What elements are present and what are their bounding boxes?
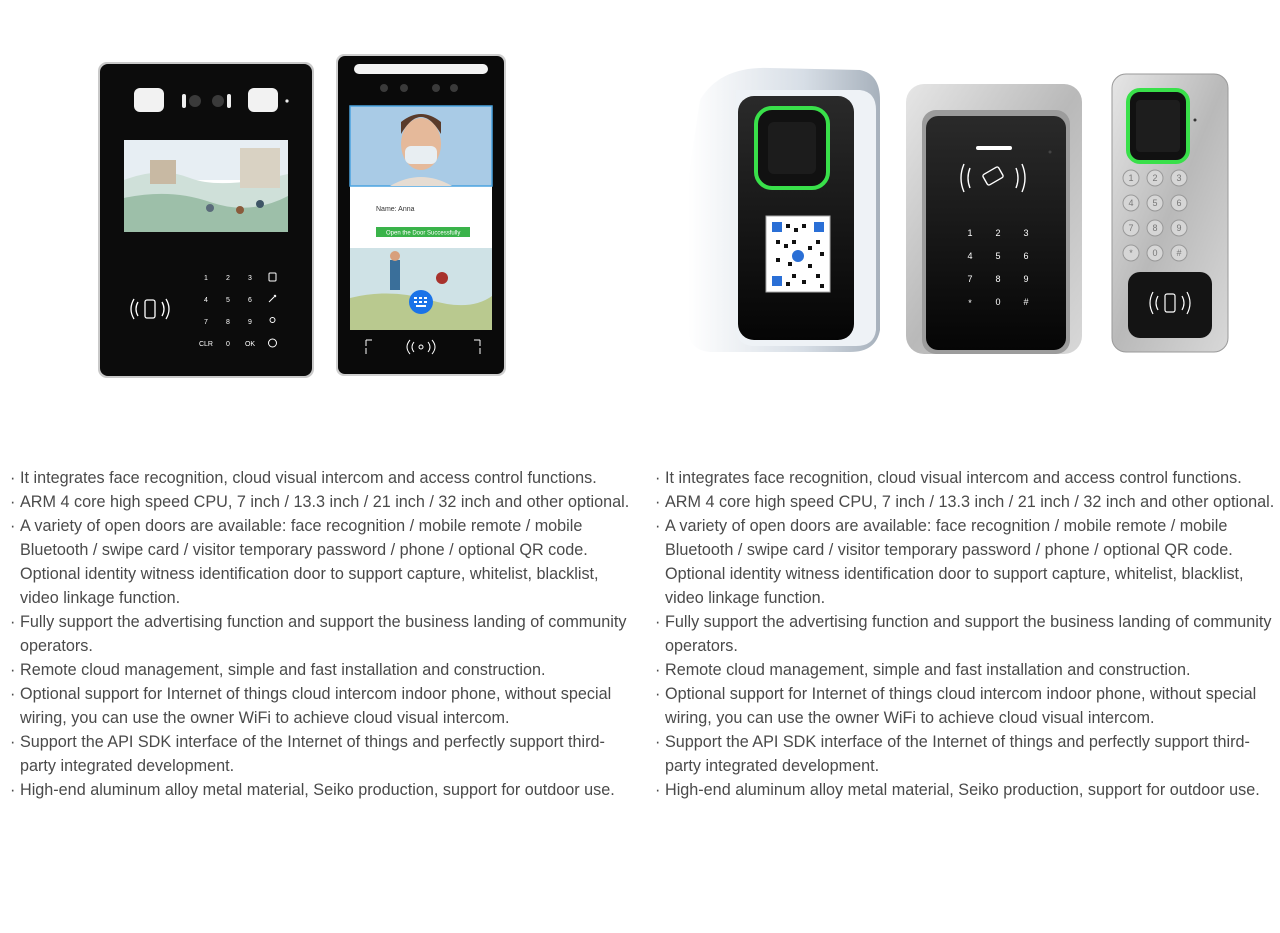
keypad-key: 3 xyxy=(1176,173,1182,183)
keypad-key: 8 xyxy=(226,319,230,326)
keypad-key: 2 xyxy=(226,275,230,282)
feature-item: · Remote cloud management, simple and fast installation and construction. xyxy=(10,661,546,679)
recognized-name: Name: Anna xyxy=(376,206,415,213)
keypad-key: 6 xyxy=(1176,198,1182,208)
product-image-right xyxy=(680,60,1240,370)
feature-item: · High-end aluminum alloy metal material, Seiko production, support for outdoor use. xyxy=(655,781,1260,799)
feature-item: · A variety of open doors are available: face recognition / mobile remote / mobile Bluetooth / swipe card / visitor temporary password / phone / optional QR code. Optional identity witness identification door to support capture, whitelist, blacklist, video linkage function. xyxy=(655,514,1280,610)
feature-item: · Support the API SDK interface of the Internet of things and perfectly support third-party integrated development. xyxy=(655,733,1250,775)
qr-code xyxy=(766,216,830,292)
feature-item: · Fully support the advertising function and support the business landing of community operators. xyxy=(655,613,1272,655)
metal-keypad-reader-device xyxy=(1112,74,1228,352)
keypad-key: 7 xyxy=(967,274,973,284)
features-left-column xyxy=(10,466,640,802)
product-image-left xyxy=(90,48,520,388)
feature-item: · Optional support for Internet of things cloud intercom indoor phone, without special wiring, you can use the owner WiFi to achieve cloud visual intercom. xyxy=(10,685,612,727)
feature-item: · ARM 4 core high speed CPU, 7 inch / 13.3 inch / 21 inch / 32 inch and other optional. xyxy=(655,493,1275,511)
keypad-key: 0 xyxy=(1152,248,1158,258)
keypad-key: 5 xyxy=(226,297,230,304)
keypad-key: 1 xyxy=(967,228,973,238)
keypad-key: 4 xyxy=(967,251,973,261)
keypad-key: 9 xyxy=(248,319,252,326)
keypad-reader-device xyxy=(906,84,1082,354)
feature-item: · A variety of open doors are available: face recognition / mobile remote / mobile Bluetooth / swipe card / visitor temporary password / phone / optional QR code. Optional identity witness identification door to support capture, whitelist, blacklist, video linkage function. xyxy=(10,514,640,610)
features-right-column xyxy=(655,466,1280,802)
feature-item: · High-end aluminum alloy metal material, Seiko production, support for outdoor use. xyxy=(10,781,615,799)
keypad-key: 2 xyxy=(1152,173,1158,183)
feature-item: · Optional support for Internet of things cloud intercom indoor phone, without special wiring, you can use the owner WiFi to achieve cloud visual intercom. xyxy=(655,685,1257,727)
keypad-key: 3 xyxy=(1023,228,1029,238)
keypad-key: # xyxy=(1176,248,1182,258)
keypad-key: 1 xyxy=(1128,173,1134,183)
keypad-key: 9 xyxy=(1176,223,1182,233)
keypad-key: 5 xyxy=(1152,198,1158,208)
feature-item: · Remote cloud management, simple and fast installation and construction. xyxy=(655,661,1191,679)
keypad-key: 4 xyxy=(1128,198,1134,208)
keypad-key: 2 xyxy=(995,228,1001,238)
keypad-key: 3 xyxy=(248,275,252,282)
keypad-key: # xyxy=(1023,297,1029,307)
keypad-key: 9 xyxy=(1023,274,1029,284)
keypad-key: 6 xyxy=(1023,251,1029,261)
feature-list-right xyxy=(655,466,1280,802)
keypad-key: 7 xyxy=(1128,223,1134,233)
keypad-key: 0 xyxy=(995,297,1001,307)
keypad-key: 8 xyxy=(995,274,1001,284)
keypad-key: * xyxy=(1129,248,1133,258)
keypad-key: 1 xyxy=(204,275,208,282)
feature-item: · Fully support the advertising function and support the business landing of community operators. xyxy=(10,613,627,655)
intercom-panel-keypad xyxy=(98,62,314,378)
keypad-key: 7 xyxy=(204,319,208,326)
feature-item: · ARM 4 core high speed CPU, 7 inch / 13.3 inch / 21 inch / 32 inch and other optional. xyxy=(10,493,630,511)
keypad-key: 4 xyxy=(204,297,208,304)
keypad-key: 5 xyxy=(995,251,1001,261)
feature-item: · It integrates face recognition, cloud visual intercom and access control functions. xyxy=(10,469,597,487)
door-status: Open the Door Successfully xyxy=(386,230,461,237)
qr-reader-device xyxy=(688,68,880,352)
keypad-key: CLR xyxy=(198,341,214,348)
keypad-key: * xyxy=(968,298,972,308)
feature-item: · It integrates face recognition, cloud visual intercom and access control functions. xyxy=(655,469,1242,487)
keypad-key: OK xyxy=(244,341,256,348)
feature-item: · Support the API SDK interface of the Internet of things and perfectly support third-party integrated development. xyxy=(10,733,605,775)
keypad-key: 0 xyxy=(226,341,230,348)
feature-item-extra: Optional identity witness identification door to support capture, whitelist, blacklist, video linkage function. xyxy=(20,565,599,607)
keypad-key: 8 xyxy=(1152,223,1158,233)
feature-list-left xyxy=(10,466,640,802)
intercom-panel-face xyxy=(336,54,506,376)
keypad-key: 6 xyxy=(248,297,252,304)
feature-item-extra: Optional identity witness identification door to support capture, whitelist, blacklist, video linkage function. xyxy=(665,565,1244,607)
